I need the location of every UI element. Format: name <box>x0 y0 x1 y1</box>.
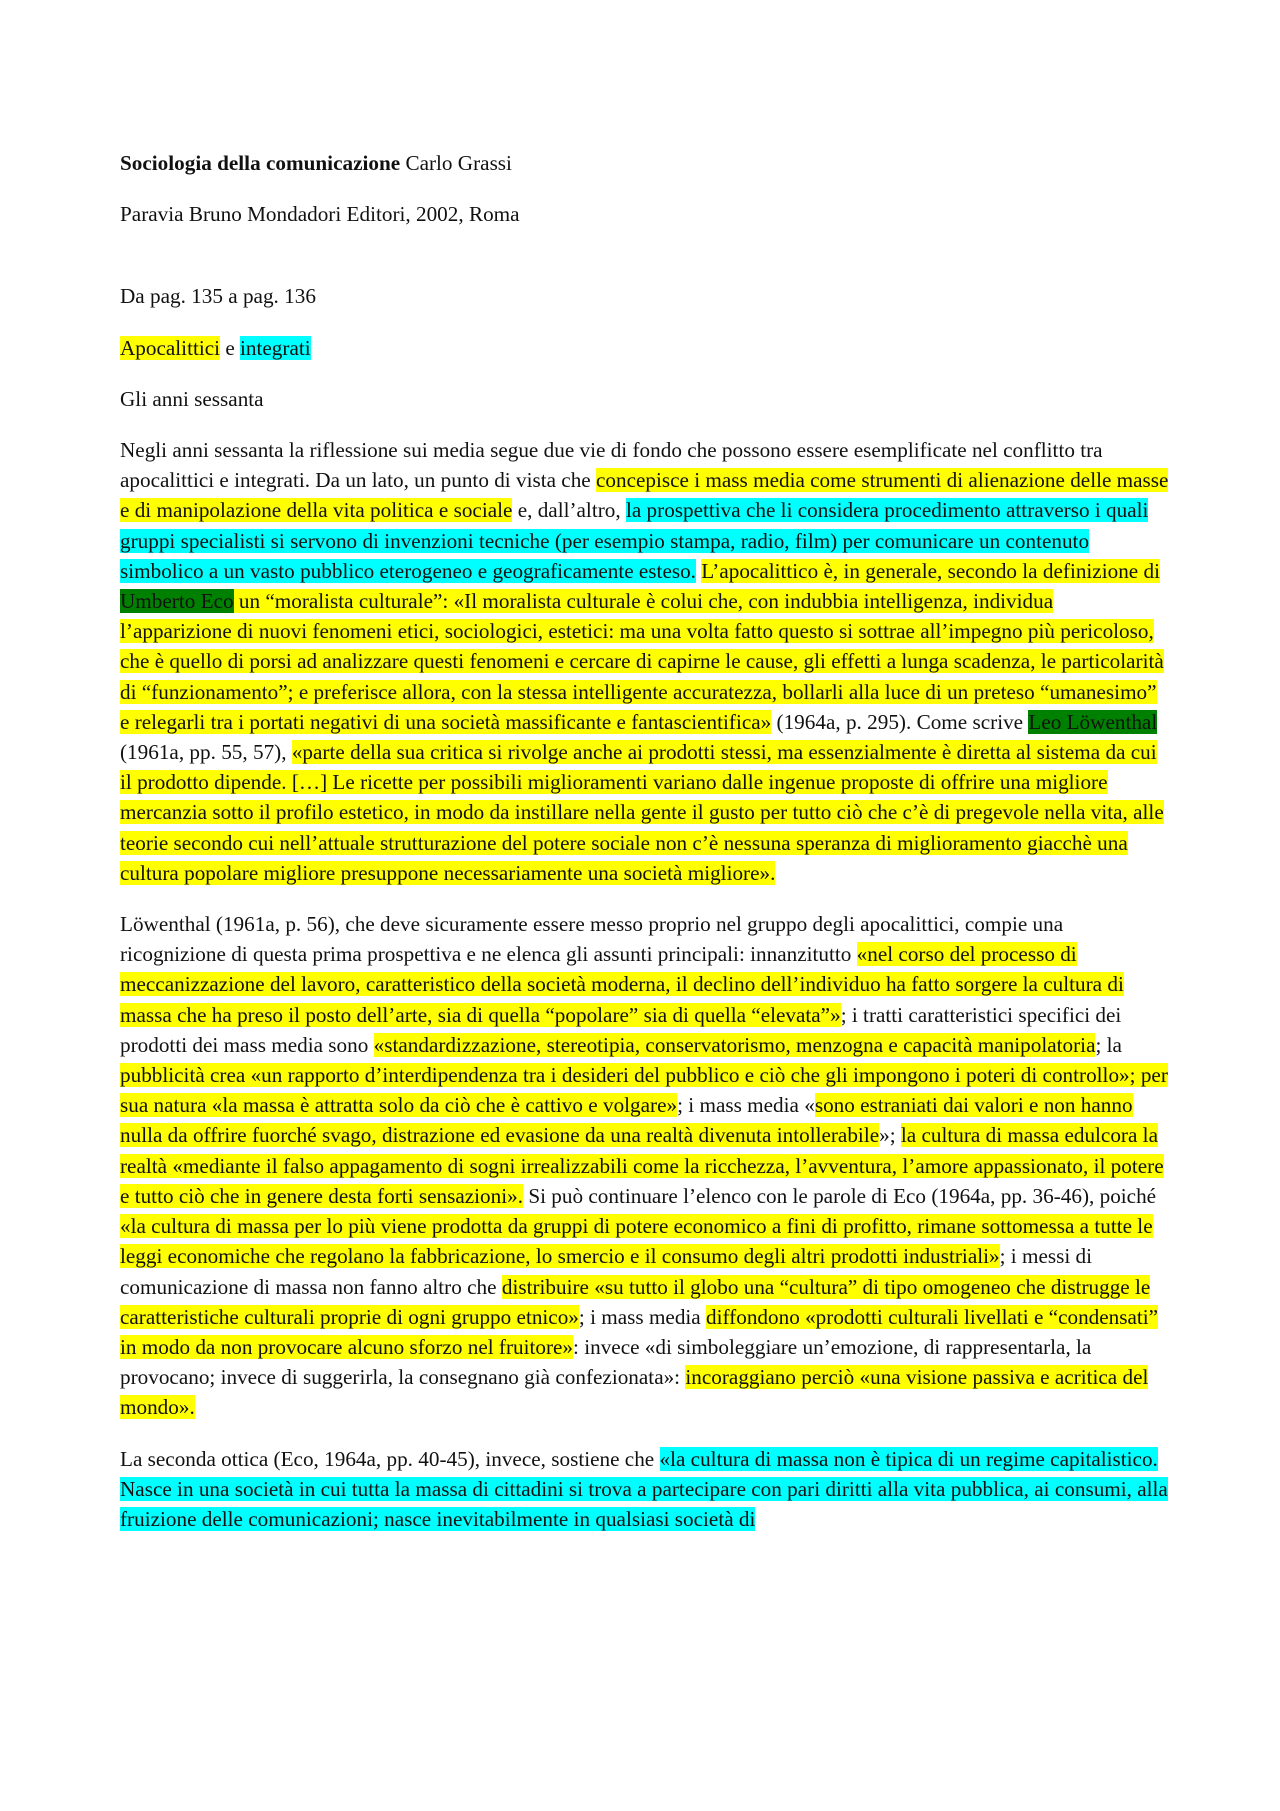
book-title: Sociologia della comunicazione <box>120 151 401 175</box>
paragraph-1-segment: (1964a, p. 295). Come scrive <box>771 709 1029 734</box>
paragraph-2-segment: ; i mass media « <box>677 1093 815 1118</box>
highlight-cyan: «la cultura di massa non è tipica di un regime capitalistico. Nasce in una società in cui tutta la massa di cittadini si trova a partecipare con pari diritti alla vita pubblica, ai consumi, alla fruizione delle comunicazioni; nasce inevitabilmente in qualsiasi società di <box>120 1446 1168 1531</box>
publisher-line: Paravia Bruno Mondadori Editori, 2002, Roma <box>120 202 520 227</box>
highlight-yellow: L’apocalittico è, in generale, secondo la definizione di <box>701 558 1160 583</box>
paragraph-2-segment: Löwenthal (1961a, p. 56), che deve sicuramente essere messo proprio nel gruppo degli apocalittici, compie una ricognizione di questa prima prospettiva e ne elenca gli assunti principali: innanzitutto <box>120 912 1064 967</box>
highlight-yellow: «parte della sua critica si rivolge anche ai prodotti stessi, ma essenzialmente è diretta al sistema da cui il prodotto dipende. […] Le ricette per possibili miglioramenti variano dalle ingenue proposte di offrire una migliore mercanzia sotto il profilo estetico, in modo da instillare nella gente il gusto per tutto ciò che c’è di pregevole nella vita, alle teorie secondo cui nell’attuale strutturazione del potere sociale non c’è nessuna speranza di miglioramento giacchè una cultura popolare migliore presuppone necessariamente una società migliore». <box>120 740 1164 885</box>
paragraph-3 <box>120 1444 1170 1535</box>
section-heading: Gli anni sessanta <box>120 386 264 411</box>
highlight-green-leo-lowenthal: Leo Löwenthal <box>1028 709 1158 734</box>
highlight-green-umberto-eco: Umberto Eco <box>120 589 234 614</box>
highlight-cyan: la prospettiva che li considera procedimento attraverso i quali gruppi specialisti si servono di invenzioni tecniche (per esempio stampa, radio, film) per comunicare un contenuto simbolico a un vasto pubblico eterogeneo e geograficamente esteso. <box>120 498 1149 583</box>
highlight-yellow: «nel corso del processo di meccanizzazione del lavoro, caratteristico della società moderna, il declino dell’individuo ha fatto sorgere la cultura di massa che ha preso il posto dell’arte, sia di quella “popolare” sia di quella “elevata”» <box>120 942 1124 1027</box>
paragraph-1-segment: e, dall’altro, <box>512 498 626 523</box>
paragraph-2-segment: : invece «di simboleggiare un’emozione, di rappresentarla, la provocano; invece di suggerirla, la consegnano già confezionata»: <box>120 1334 1092 1390</box>
highlight-yellow: «la cultura di massa per lo più viene prodotta da gruppi di potere economico a fini di profitto, rimane sottomessa a tutte le leggi economiche che regolano la fabbricazione, lo smercio e il consumo degli altri prodotti industriali» <box>120 1214 1153 1269</box>
paragraph-2 <box>120 909 1170 1422</box>
paragraph-1-segment: (1961a, pp. 55, 57), <box>120 740 292 765</box>
highlight-yellow: «standardizzazione, stereotipia, conservatorismo, menzogna e capacità manipolatoria <box>373 1032 1096 1057</box>
paragraph-2-segment: ; i mass media <box>578 1304 707 1329</box>
paragraph-1-segment: Negli anni sessanta la riflessione sui media segue due vie di fondo che possono essere esemplificate nel conflitto tra apocalittici e integrati. Da un lato, un punto di vista che <box>120 438 1103 493</box>
highlight-yellow: concepisce i mass media come strumenti di alienazione delle masse e di manipolazione della vita politica e sociale <box>120 468 1169 523</box>
paragraph-1 <box>120 435 1170 888</box>
paragraph-2-segment: ; la <box>1095 1032 1122 1057</box>
paragraph-3-segment: La seconda ottica (Eco, 1964a, pp. 40-45), invece, sostiene che <box>120 1446 660 1471</box>
highlight-yellow: distribuire «su tutto il globo una “cultura” di tipo omogeneo che distrugge le caratteristiche culturali proprie di ogni gruppo etnico» <box>120 1274 1151 1329</box>
topic-conjunction: e <box>220 335 241 360</box>
paragraph-2-segment: Si può continuare l’elenco con le parole di Eco (1964a, pp. 36-46), poiché <box>523 1183 1157 1208</box>
book-author: Carlo Grassi <box>400 151 512 175</box>
paragraph-2-segment: ; i tratti caratteristici specifici dei prodotti dei mass media sono <box>120 1002 1122 1057</box>
highlight-yellow: pubblicità crea «un rapporto d’interdipendenza tra i desideri del pubblico e ciò che gli impongono i poteri di controllo»; per sua natura «la massa è attratta solo da ciò che è cattivo e volgare» <box>120 1063 1168 1118</box>
book-title-line <box>120 148 1170 178</box>
topic-apocalittici: Apocalittici <box>120 335 221 360</box>
highlight-yellow: incoraggiano perciò «una visione passiva e acritica del mondo». <box>120 1365 1149 1420</box>
highlight-yellow: diffondono «prodotti culturali livellati e “condensati” in modo da non provocare alcuno sforzo nel fruitore» <box>120 1304 1159 1359</box>
paragraph-2-segment: ; i messi di comunicazione di massa non fanno altro che <box>120 1244 1092 1299</box>
paragraph-2-segment: »; <box>879 1123 901 1148</box>
highlight-yellow: sono estraniati dai valori e non hanno nulla da offrire fuorché svago, distrazione ed evasione da una realtà divenuta intollerabile <box>120 1093 1133 1148</box>
highlight-yellow: un “moralista culturale”: «Il moralista culturale è colui che, con indubbia intelligenza, individua l’apparizione di nuovi fenomeni etici, sociologici, estetici: ma una volta fatto questo si sottrae all’impegno più pericoloso, che è quello di porsi ad analizzare questi fenomeni e cercare di capirne le cause, gli effetti a lunga scadenza, le particolarità di “funzionamento”; e preferisce allora, con la stessa intelligente accuratezza, bollarli alla luce di un preteso “umanesimo” e relegarli tra i portati negativi di una società massificante e fantascientifica» <box>120 589 1164 734</box>
topic-heading <box>120 333 1170 363</box>
topic-integrati: integrati <box>240 335 311 360</box>
highlight-yellow: la cultura di massa edulcora la realtà «mediante il falso appagamento di sogni irrealizzabili come la ricchezza, l’avventura, l’amore appassionato, il potere e tutto ciò che in genere desta forti sensazioni». <box>120 1123 1164 1208</box>
page-range: Da pag. 135 a pag. 136 <box>120 284 316 309</box>
